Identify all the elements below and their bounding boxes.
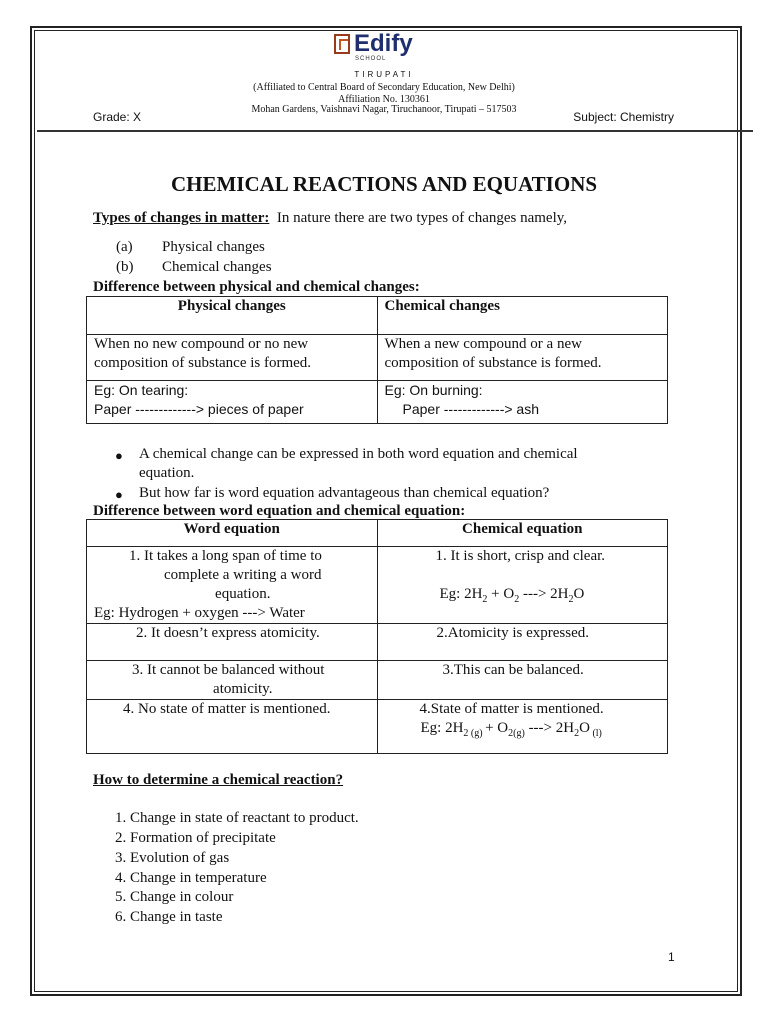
- school-address: Mohan Gardens, Vaishnavi Nagar, Tiruchanoor, Tirupati – 517503: [251, 104, 517, 115]
- cell-line: 3. It cannot be balanced without: [132, 662, 325, 678]
- list-marker: (b): [116, 259, 134, 275]
- table-cell: [87, 381, 378, 424]
- table-row: [87, 624, 668, 661]
- list-item: [116, 238, 265, 257]
- intro-line: [93, 209, 567, 228]
- table-cell: [377, 335, 668, 381]
- table-cell: [87, 700, 378, 754]
- list-item: 4. Change in temperature: [115, 870, 267, 886]
- cell-line: composition of substance is formed.: [384, 355, 602, 371]
- bullet-icon: ●: [115, 487, 123, 502]
- list-text: Physical changes: [162, 239, 265, 255]
- eq-sub: 2: [568, 594, 574, 605]
- table-row: [87, 335, 668, 381]
- eq-part: ---> 2H: [524, 720, 575, 736]
- subject-label: Subject: Chemistry: [573, 110, 674, 124]
- list-item: 6. Change in taste: [115, 909, 223, 925]
- cell-line: Eg: On tearing:: [94, 382, 189, 398]
- eq-sub: 2: [463, 728, 469, 739]
- list-item: 3. Evolution of gas: [115, 850, 230, 866]
- determine-heading: How to determine a chemical reaction?: [93, 772, 344, 788]
- cell-line: Eg: On burning:: [384, 382, 483, 398]
- logo-sub: SCHOOL: [355, 56, 387, 62]
- page-title: CHEMICAL REACTIONS AND EQUATIONS: [170, 172, 598, 196]
- physical-chemical-table: [86, 296, 668, 424]
- cell-line: When a new compound or a new: [384, 336, 582, 352]
- cell-line: Eg: Hydrogen + oxygen ---> Water: [94, 605, 305, 621]
- cell-line: complete a writing a word: [164, 567, 322, 583]
- table-header: Chemical changes: [377, 297, 668, 335]
- table-cell: [377, 547, 668, 624]
- list-item: 2. Formation of precipitate: [115, 830, 276, 846]
- table-row: [87, 520, 668, 547]
- grade-label: Grade: X: [93, 110, 142, 124]
- bullet-text: A chemical change can be expressed in both word equation and chemical: [139, 446, 578, 462]
- cell-line: 2.Atomicity is expressed.: [436, 625, 589, 641]
- bullet-text: But how far is word equation advantageous than chemical equation?: [139, 485, 550, 501]
- logo-name: Edify: [354, 30, 413, 57]
- cell-line: atomicity.: [213, 681, 273, 697]
- table2-heading: Difference between word equation and chemical equation:: [93, 503, 466, 519]
- table-cell: [87, 547, 378, 624]
- eq-sub: 2(g): [508, 728, 525, 739]
- list-item: 1. Change in state of reactant to product.: [115, 810, 359, 826]
- school-logo: [334, 30, 424, 68]
- table-cell: [87, 335, 378, 381]
- eq-part: O: [579, 720, 590, 736]
- eq-part: Eg: 2H: [439, 586, 483, 602]
- cell-line: 3.This can be balanced.: [442, 662, 584, 678]
- affiliation-number: Affiliation No. 130361: [338, 94, 430, 105]
- header-divider: [37, 130, 753, 132]
- table-row: [87, 297, 668, 335]
- intro-label: Types of changes in matter:: [93, 210, 270, 226]
- cell-line: equation.: [215, 586, 271, 602]
- eq-sub: 2: [482, 594, 488, 605]
- cell-line: 1. It takes a long span of time to: [129, 548, 322, 564]
- eq-part: O: [573, 586, 585, 602]
- table-cell: [87, 661, 378, 700]
- eq-sub: 2: [574, 728, 580, 739]
- chemical-equation-1: [385, 585, 661, 609]
- cell-line: Paper -------------> pieces of paper: [94, 401, 304, 417]
- eq-part: Eg: 2H: [420, 720, 464, 736]
- cell-line: Paper -------------> ash: [402, 401, 539, 417]
- list-marker: (a): [116, 239, 133, 255]
- list-item: [116, 258, 272, 277]
- bullet-text-cont: equation.: [139, 465, 195, 481]
- eq-part: ---> 2H: [519, 586, 569, 602]
- eq-sub: 2: [514, 594, 520, 605]
- cell-line: 1. It is short, crisp and clear.: [435, 548, 606, 564]
- table-header: Word equation: [87, 520, 378, 547]
- table-header: Physical changes: [87, 297, 378, 335]
- intro-text: In nature there are two types of changes namely,: [276, 210, 568, 226]
- eq-state: (l): [589, 728, 602, 739]
- cell-line: 4. No state of matter is mentioned.: [123, 701, 331, 717]
- word-chemical-table: [86, 519, 668, 754]
- cell-line: When no new compound or no new: [94, 336, 309, 352]
- table-row: [87, 661, 668, 700]
- table-header: Chemical equation: [377, 520, 668, 547]
- list-item: 5. Change in colour: [115, 889, 234, 905]
- cell-line: 2. It doesn’t express atomicity.: [136, 625, 320, 641]
- table-cell: [377, 624, 668, 661]
- eq-state: (g): [468, 728, 486, 739]
- table-cell: [87, 624, 378, 661]
- page-number: 1: [668, 950, 675, 964]
- chemical-equation-2: Eg: $2H_2$ $_{(g)} + O_{2(g)}$ ---> $2H_2O$ $_{(l)}$: [420, 720, 602, 739]
- table-row: [87, 700, 668, 754]
- table-row: [87, 547, 668, 624]
- table-cell: [377, 381, 668, 424]
- cell-line: 4.State of matter is mentioned.: [419, 701, 604, 717]
- table1-heading: Difference between physical and chemical changes:: [93, 279, 420, 295]
- affiliation: (Affiliated to Central Board of Secondary Education, New Delhi): [253, 82, 515, 93]
- eq-part: + O: [487, 586, 515, 602]
- table-cell: [377, 661, 668, 700]
- logo-emblem-icon: [334, 34, 350, 54]
- table-row: [87, 381, 668, 424]
- cell-line: composition of substance is formed.: [94, 355, 312, 371]
- school-city: TIRUPATI: [354, 70, 414, 79]
- bullet-icon: ●: [115, 448, 123, 463]
- list-text: Chemical changes: [162, 259, 272, 275]
- table-cell: [377, 700, 668, 754]
